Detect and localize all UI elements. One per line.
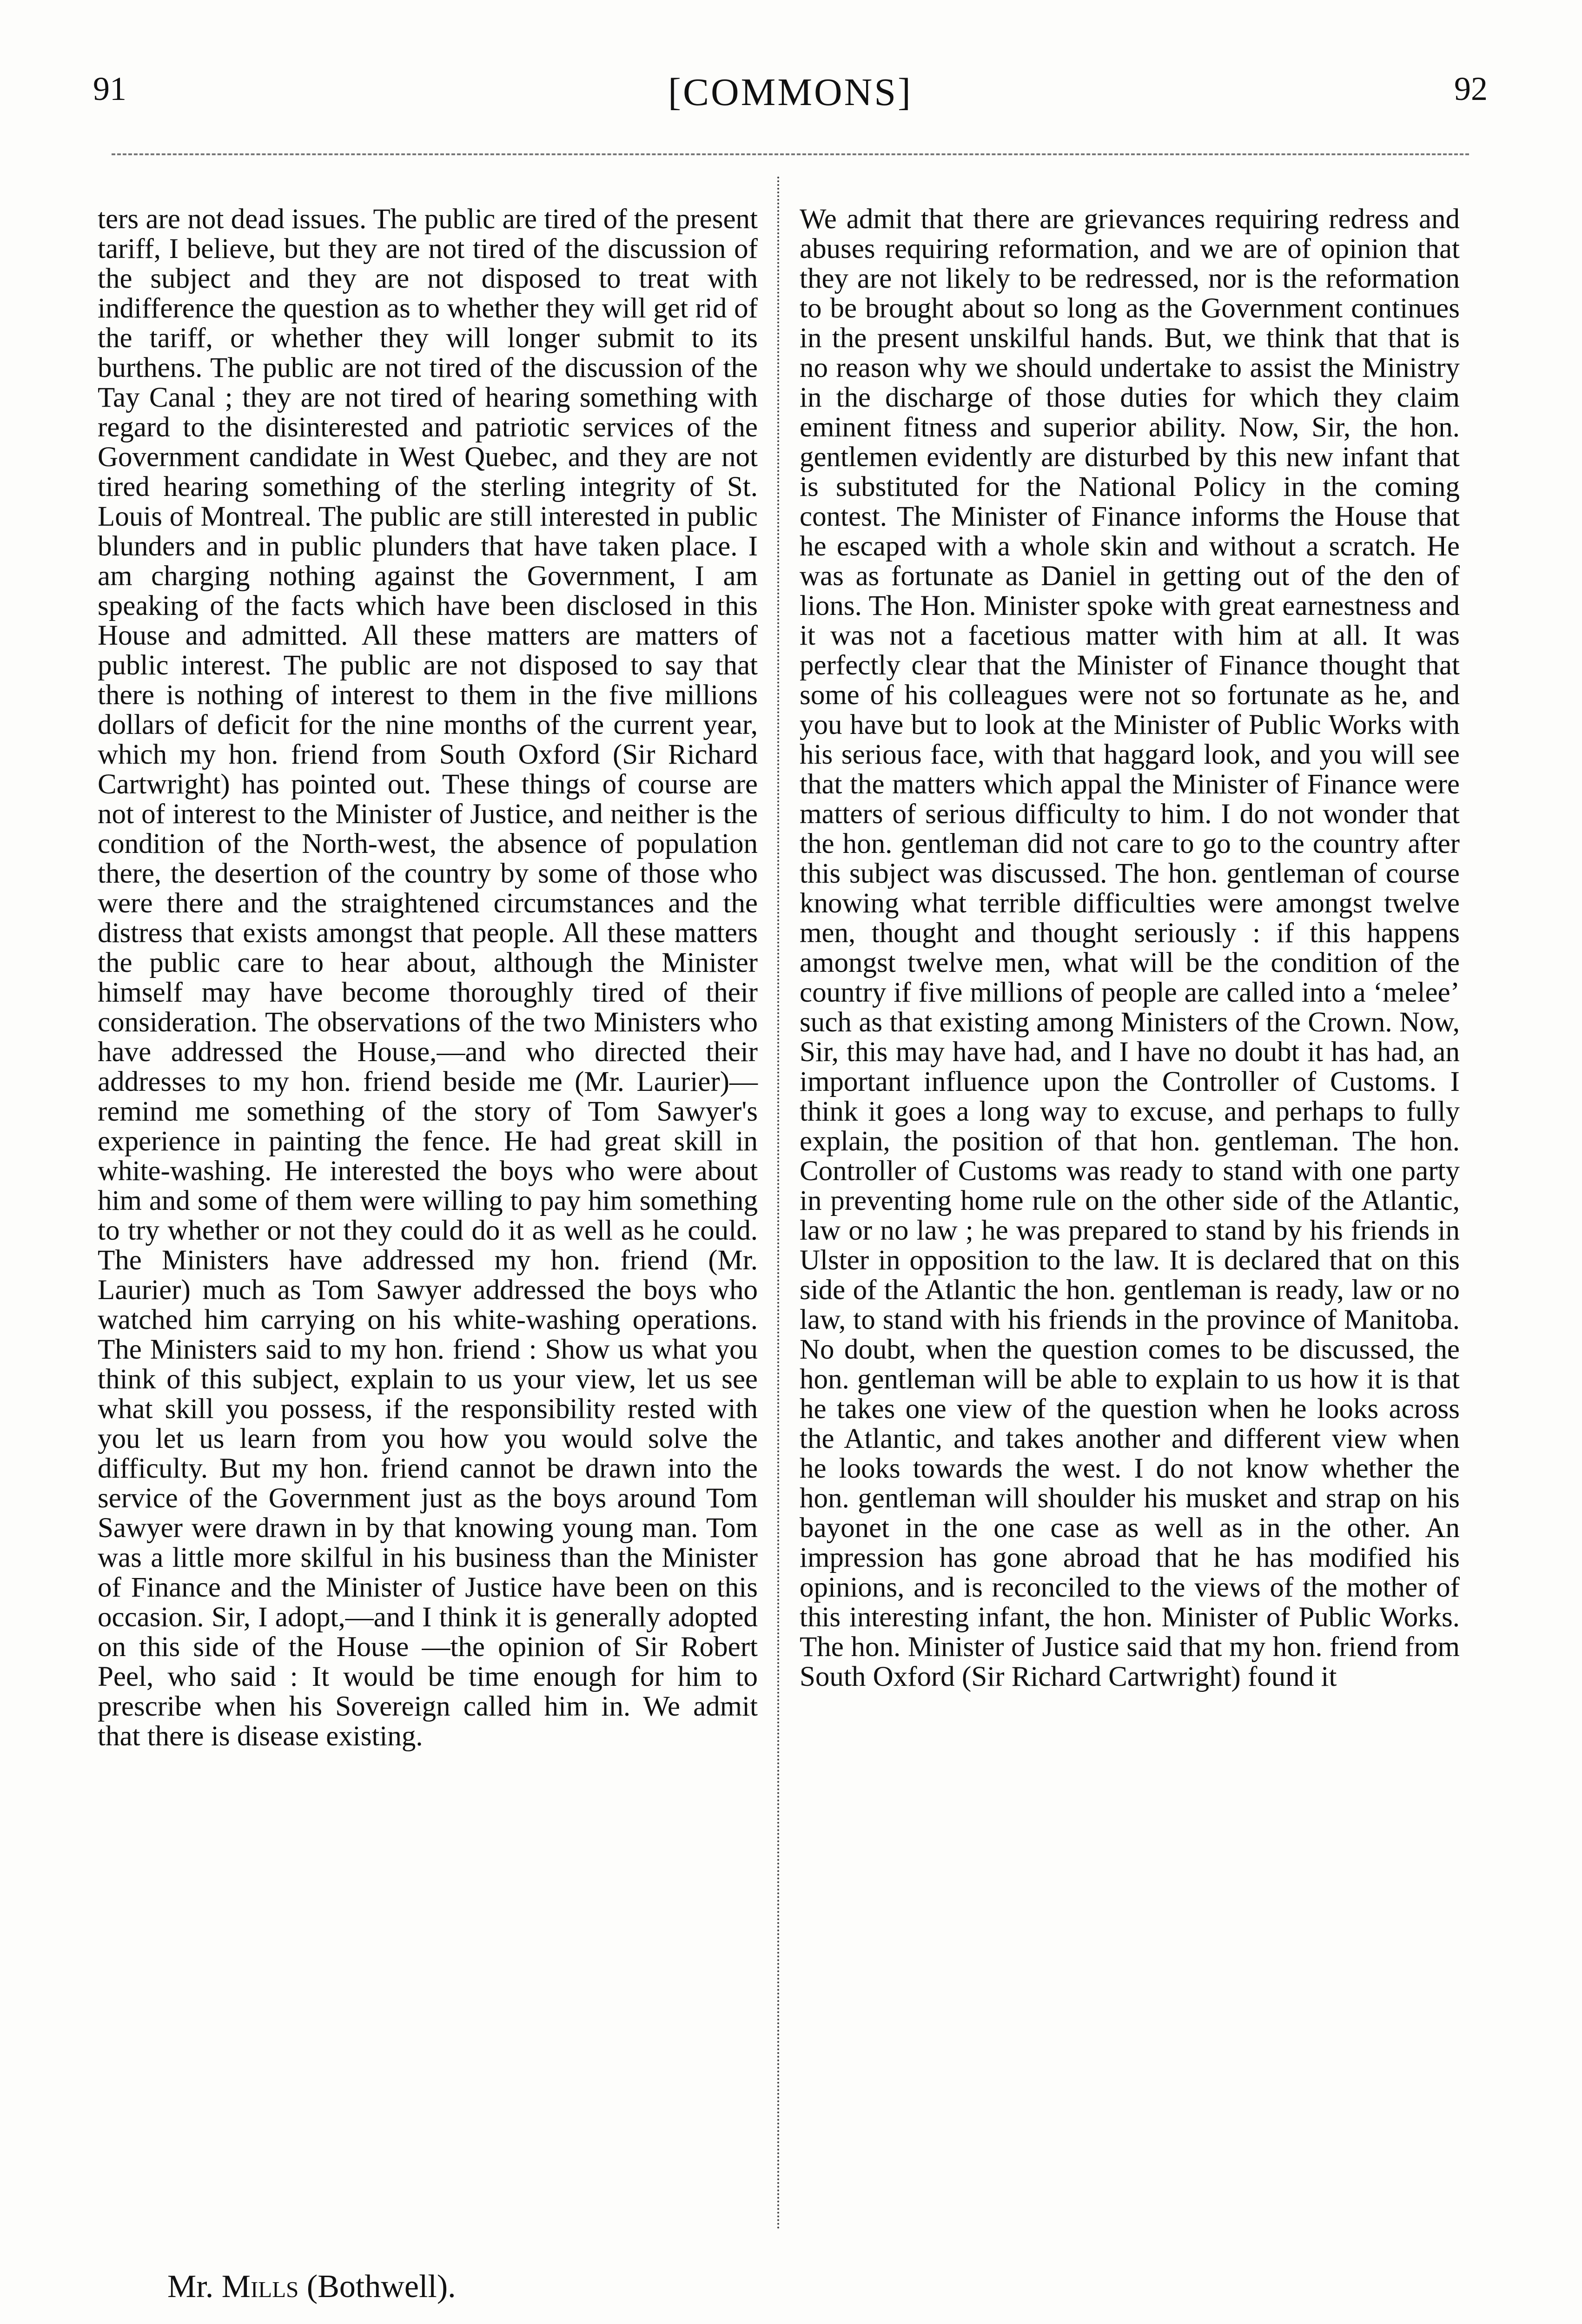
page-number-right: 92 — [1454, 70, 1488, 107]
header-rule — [112, 153, 1469, 155]
page-header — [93, 70, 1488, 139]
running-head: [COMMONS] — [668, 71, 913, 114]
page-number-left: 91 — [93, 70, 126, 107]
right-column-text: We admit that there are grievances requiring redress and abuses requiring reformation, and we are of opinion that they are not likely to be redressed, nor is the reformation to be brought about so long as the Government continues in the present unskilful hands. But, we think that that is no reason why we should undertake to assist the Ministry in the discharge of those duties for which they claim eminent fitness and superior ability. Now, Sir, the hon. gentlemen evidently are disturbed by this new infant that is substituted for the National Policy in the coming contest. The Minister of Finance informs the House that he escaped with a whole skin and without a scratch. He was as fortunate as Daniel in getting out of the den of lions. The Hon. Minister spoke with great earnestness and it was not a facetious matter with him at all. It was perfectly clear that the Minister of Finance thought that some of his colleagues were not so fortunate as he, and you have but to look at the Minister of Public Works with his serious face, with that haggard look, and you will see that the matters which appal the Minister of Finance were matters of serious difficulty to him. I do not wonder that the hon. gentleman did not care to go to the country after this subject was discussed. The hon. gentleman of course knowing what terrible difficulties were amongst twelve men, thought and thought seriously : if this happens amongst twelve men, what will be the condition of the country if five millions of people are called into a ‘melee’ such as that existing among Ministers of the Crown. Now, Sir, this may have had, and I have no doubt it has had, an important influence upon the Controller of Customs. I think it goes a long way to excuse, and perhaps to fully explain, the position of that hon. gentleman. The hon. Controller of Customs was ready to stand with one party in preventing home rule on the other side of the Atlantic, law or no law ; he was prepared to stand by his friends in Ulster in opposition to the law. It is declared that on this side of the Atlantic the hon. gentleman is ready, law or no law, to stand with his friends in the province of Manitoba. No doubt, when the question comes to be discussed, the hon. gentleman will be able to explain to us how it is that he takes one view of the question when he looks across the Atlantic, and takes another and different view when he looks towards the west. I do not know whether the hon. gentleman will shoulder his musket and strap on his bayonet in the one case as well as in the other. An impression has gone abroad that he has modified his opinions, and is reconciled to the views of the mother of this interesting infant, the hon. Minister of Public Works. The hon. Minister of Justice said that my hon. friend from South Oxford (Sir Richard Cartwright) found it — [800, 204, 1460, 1692]
column-divider — [777, 177, 779, 2231]
footer-prefix: Mr. — [167, 2269, 222, 2304]
footer-name: Mills — [221, 2269, 299, 2304]
footer-suffix: (Bothwell). — [298, 2269, 456, 2304]
right-column — [800, 205, 1460, 1692]
left-column — [98, 205, 758, 1751]
left-column-text: ters are not dead issues. The public are tired of the present tariff, I believe, but they are not tired of the discussion of the subject and they are not disposed to treat with indifference the question as to whether they will get rid of the tariff, or whether they will longer submit to its burthens. The public are not tired of the discussion of the Tay Canal ; they are not tired of hearing something with regard to the disinterested and patriotic services of the Government candidate in West Quebec, and they are not tired hearing something of the sterling integrity of St. Louis of Montreal. The public are still interested in public blunders and in public plunders that have taken place. I am charging nothing against the Government, I am speaking of the facts which have been disclosed in this House and admitted. All these matters are matters of public interest. The public are not disposed to say that there is nothing of interest to them in the five millions dollars of deficit for the nine months of the current year, which my hon. friend from South Oxford (Sir Richard Cartwright) has pointed out. These things of course are not of interest to the Minister of Justice, and neither is the condition of the North-west, the absence of population there, the desertion of the country by some of those who were there and the straightened circumstances and the distress that exists amongst that people. All these matters the public care to hear about, although the Minister himself may have become thoroughly tired of their consideration. The observations of the two Ministers who have addressed the House,—and who directed their addresses to my hon. friend beside me (Mr. Laurier)—remind me something of the story of Tom Sawyer's experience in painting the fence. He had great skill in white-washing. He interested the boys who were about him and some of them were willing to pay him something to try whether or not they could do it as well as he could. The Ministers have addressed my hon. friend (Mr. Laurier) much as Tom Sawyer addressed the boys who watched him carrying on his white-washing operations. The Ministers said to my hon. friend : Show us what you think of this subject, explain to us your view, let us see what skill you possess, if the responsibility rested with you let us learn from you how you would solve the difficulty. But my hon. friend cannot be drawn into the service of the Government just as the boys around Tom Sawyer were drawn in by that knowing young man. Tom was a little more skilful in his business than the Minister of Finance and the Minister of Justice have been on this occasion. Sir, I adopt,—and I think it is generally adopted on this side of the House —the opinion of Sir Robert Peel, who said : It would be time enough for him to prescribe when his Sovereign called him in. We admit that there is disease existing. — [98, 204, 758, 1752]
speaker-footer — [167, 2268, 456, 2305]
